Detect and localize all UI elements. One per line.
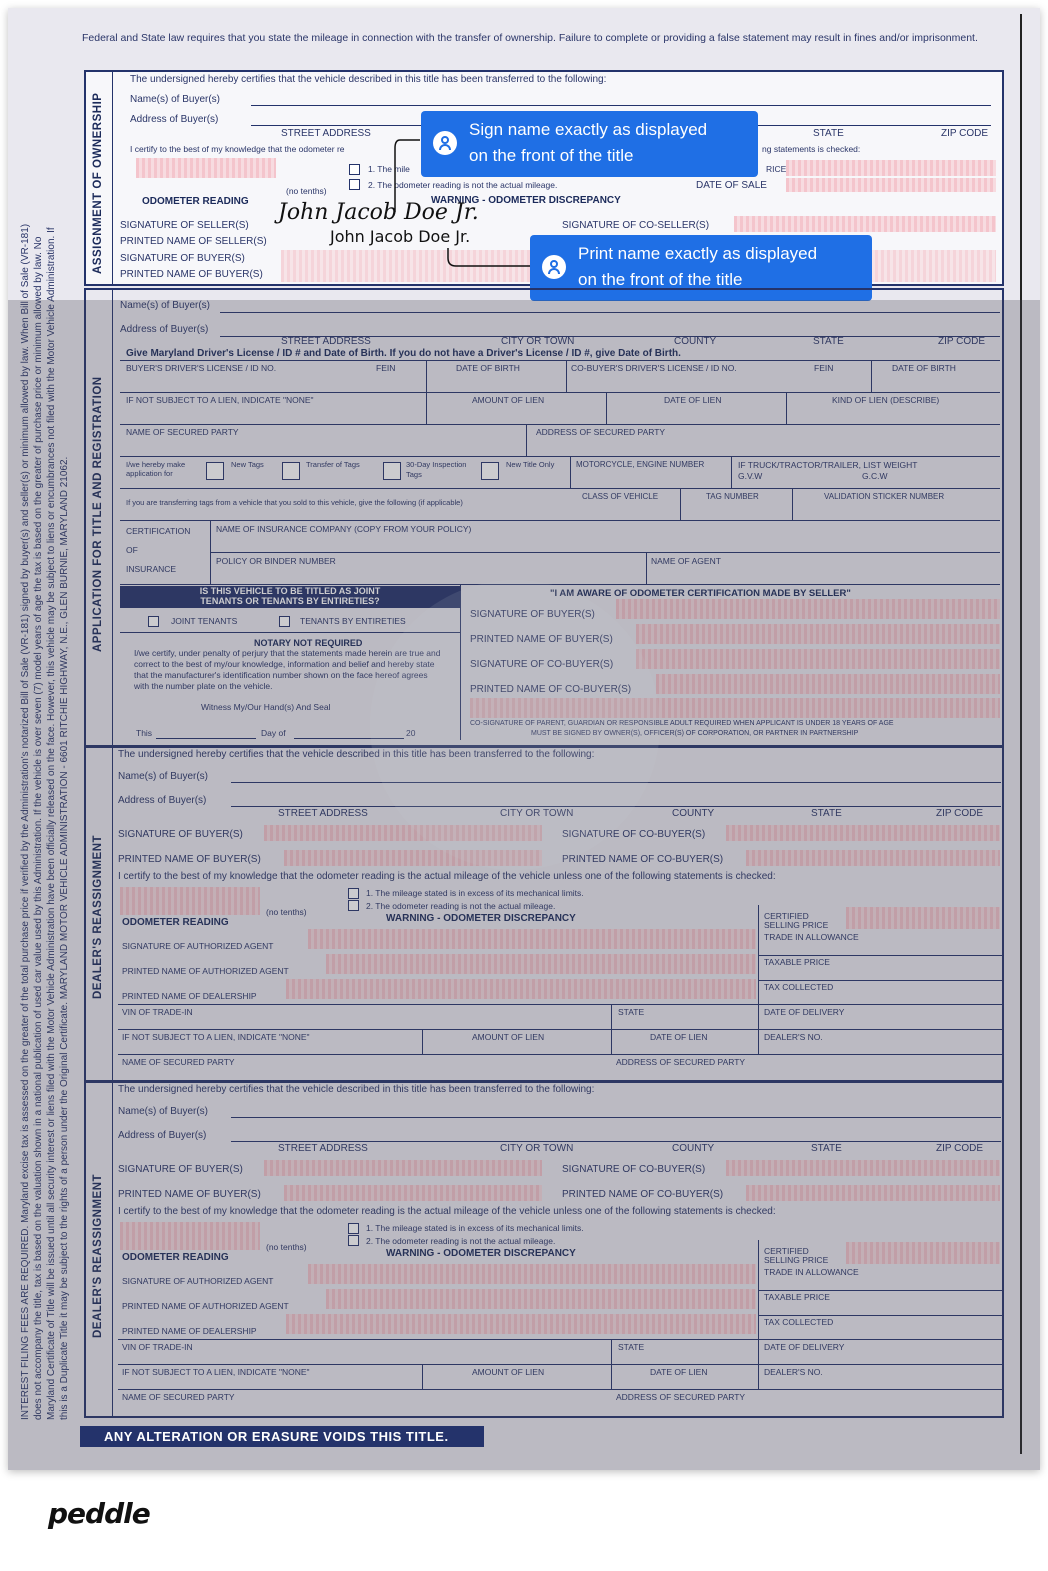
dealer1-state: STATE [811, 808, 842, 819]
side-text-4: this is a Duplicate Title it may be subject to the rights of a person under the Original Certificate. MARYLAND MOTOR VEHICLE ADMINISTRATION - 6601 RITCHIE HIGHWAY, N.E., GLEN BURNIE, MARYLAND 21062. [59, 456, 70, 1420]
cert-label: CERTIFICATION [126, 526, 191, 536]
dealer2-printed-agent: PRINTED NAME OF AUTHORIZED AGENT [122, 1301, 289, 1311]
joint-question: IS THIS VEHICLE TO BE TITLED AS JOINT TENANTS OR TENANTS BY ENTIRETIES? [120, 586, 460, 608]
dealer2-sig-buyer: SIGNATURE OF BUYER(S) [118, 1164, 243, 1175]
cosig1-text: CO-SIGNATURE OF PARENT, GUARDIAN OR RESPONSIBLE ADULT REQUIRED WHEN APPLICANT IS UNDER 18 YEARS OF AGE [470, 720, 894, 727]
transfer-tags-checkbox[interactable] [282, 462, 300, 480]
dealer2-certify: I certify to the best of my knowledge that the odometer reading is the actual mileage of the vehicle unless one of the following statements is checked: [118, 1206, 776, 1217]
dealer1-vin: VIN OF TRADE-IN [122, 1007, 193, 1017]
dealer1-delivery: DATE OF DELIVERY [764, 1007, 845, 1017]
of-label: OF [126, 545, 138, 555]
joint-tenants-label: JOINT TENANTS [171, 616, 238, 626]
dealer1-selling: SELLING PRICE [764, 920, 829, 930]
dealer1-odometer: ODOMETER READING [122, 917, 229, 928]
dealer2-sig-cobuyer: SIGNATURE OF CO-BUYER(S) [562, 1164, 706, 1175]
dealer2-lien-none: IF NOT SUBJECT TO A LIEN, INDICATE "NONE" [122, 1367, 310, 1377]
dealer1-printed-cobuyer: PRINTED NAME OF CO-BUYER(S) [562, 854, 724, 865]
dealer2-tax: TAX COLLECTED [764, 1317, 834, 1327]
app-city: CITY OR TOWN [501, 336, 575, 347]
buyer-signature-label: SIGNATURE OF BUYER(S) [120, 253, 245, 264]
stmt2-text: 2. The odometer reading is not the actual mileage. [368, 180, 558, 190]
dealer2-taxable: TAXABLE PRICE [764, 1292, 830, 1302]
odometer-label: ODOMETER READING [142, 196, 249, 207]
sign-tooltip-line2: on the front of the title [469, 146, 634, 165]
assignment-certifies: The undersigned hereby certifies that the vehicle described in this title has been transferred to the following: [130, 74, 607, 85]
dealer2-delivery: DATE OF DELIVERY [764, 1342, 845, 1352]
user-icon [542, 255, 566, 279]
printed-buyer-label: PRINTED NAME OF BUYER(S) [120, 269, 263, 280]
dealer2-sig-agent: SIGNATURE OF AUTHORIZED AGENT [122, 1276, 274, 1286]
ins-company-label: NAME OF INSURANCE COMPANY (COPY FROM YOUR POLICY) [216, 524, 472, 534]
dealer1-printed-dealership: PRINTED NAME OF DEALERSHIP [122, 991, 257, 1001]
street-label: STREET ADDRESS [281, 128, 371, 139]
dealer1-stmt1: 1. The mileage stated is in excess of its mechanical limits. [366, 888, 584, 898]
dealer2-county: COUNTY [672, 1143, 715, 1154]
assignment-label: ASSIGNMENT OF OWNERSHIP [92, 92, 104, 274]
moto-label: MOTORCYCLE, ENGINE NUMBER [576, 460, 705, 469]
app-county: COUNTY [674, 336, 717, 347]
dealer1-amount-lien: AMOUNT OF LIEN [472, 1032, 545, 1042]
new-tags-checkbox[interactable] [206, 462, 224, 480]
this-label: This [136, 728, 153, 738]
day-of-label: Day of [261, 728, 286, 738]
dealer1-address: Address of Buyer(s) [118, 795, 207, 806]
app-street: STREET ADDRESS [281, 336, 371, 347]
dealer2-vin: VIN OF TRADE-IN [122, 1342, 193, 1352]
dealer2-excess-checkbox[interactable] [348, 1223, 359, 1234]
date-lien-label: DATE OF LIEN [664, 395, 722, 405]
transferring-text: If you are transferring tags from a vehicle that you sold to this vehicle, give the following (if applicable) [126, 498, 463, 507]
secured-party-label: NAME OF SECURED PARTY [126, 427, 239, 437]
dob2-label: DATE OF BIRTH [892, 363, 956, 373]
dealer2-address: Address of Buyer(s) [118, 1130, 207, 1141]
dealer-label-1: DEALER'S REASSIGNMENT [92, 834, 104, 999]
dealer1-certifies: The undersigned hereby certifies that the vehicle described in this title has been transferred to the following: [118, 749, 595, 760]
peddle-watermark [370, 580, 660, 870]
insurance-label: INSURANCE [126, 564, 177, 574]
peddle-logo: peddle [48, 1497, 150, 1530]
dealer2-not-actual-checkbox[interactable] [348, 1235, 359, 1246]
year-label: 20 [406, 728, 416, 738]
app-sig-buyer-label: SIGNATURE OF BUYER(S) [470, 609, 595, 620]
dealer2-dealer-no: DEALER'S NO. [764, 1367, 823, 1377]
dealer1-printed-agent: PRINTED NAME OF AUTHORIZED AGENT [122, 966, 289, 976]
dealer1-warning: WARNING - ODOMETER DISCREPANCY [386, 913, 576, 924]
dealer2-trade: TRADE IN ALLOWANCE [764, 1267, 859, 1277]
dealer2-secured-address: ADDRESS OF SECURED PARTY [616, 1392, 746, 1402]
no-tenths: (no tenths) [286, 186, 327, 196]
certify-odometer: I certify to the best of my knowledge that the odometer re [130, 144, 345, 154]
dealer2-printed-dealership: PRINTED NAME OF DEALERSHIP [122, 1326, 257, 1336]
print-tooltip-line2: on the front of the title [578, 270, 743, 289]
date-of-sale-label: DATE OF SALE [696, 180, 767, 191]
dealer2-names: Name(s) of Buyer(s) [118, 1106, 209, 1117]
dealer1-sig-agent: SIGNATURE OF AUTHORIZED AGENT [122, 941, 274, 951]
coseller-signature-label[interactable]: SIGNATURE OF CO-SELLER(S) [562, 220, 710, 231]
dealer-label-2: DEALER'S REASSIGNMENT [92, 1173, 104, 1338]
dealer2-state: STATE [811, 1143, 842, 1154]
secured-address-label: ADDRESS OF SECURED PARTY [536, 427, 666, 437]
hereby-make-label: I/we hereby make application for [126, 460, 186, 478]
dealer1-city: CITY OR TOWN [500, 808, 574, 819]
dealer2-odometer: ODOMETER READING [122, 1252, 229, 1263]
seller-signature-label[interactable]: SIGNATURE OF SELLER(S) [120, 220, 249, 231]
agent-label: NAME OF AGENT [651, 556, 721, 566]
dealer1-trade: TRADE IN ALLOWANCE [764, 932, 859, 942]
notary-text: I/we certify, under penalty of perjury that the statements made herein are true and correct to the best of my/our knowledge, information and belief and hereby state that the manufacturer's identification number shown on the face hereof agrees with the number plate on the vehicle. [134, 648, 441, 691]
cobuyer-dl-label: CO-BUYER'S DRIVER'S LICENSE / ID NO. [571, 363, 737, 373]
app-sig-cobuyer-label: SIGNATURE OF CO-BUYER(S) [470, 659, 614, 670]
dealer2-printed-buyer: PRINTED NAME OF BUYER(S) [118, 1189, 261, 1200]
kind-lien-label: KIND OF LIEN (DESCRIBE) [832, 395, 940, 405]
dealer1-secured-address: ADDRESS OF SECURED PARTY [616, 1057, 746, 1067]
entireties-label: TENANTS BY ENTIRETIES [300, 616, 406, 626]
dealer2-certifies: The undersigned hereby certifies that the vehicle described in this title has been transferred to the following: [118, 1084, 595, 1095]
buyer-names-label: Name(s) of Buyer(s) [130, 94, 221, 105]
printed-seller-label[interactable]: PRINTED NAME OF SELLER(S) [120, 236, 267, 247]
new-title-checkbox[interactable] [481, 462, 499, 480]
dealer1-certified: CERTIFIED [764, 911, 809, 921]
app-names-label: Name(s) of Buyer(s) [120, 300, 211, 311]
new-tags-label: New Tags [231, 460, 264, 469]
side-text-1: INTEREST FILING FEES ARE REQUIRED. Maryland excise tax is assessed on the greater of the total purchase price if verified by the Administration's notarized Bill of Sale (VR-181) signed by buyer(s) and seller(s) or minimum allowed by law. When Bill of Sale (VR-181) [20, 223, 31, 1420]
sign-name-tooltip [421, 111, 758, 177]
print-tooltip-line1: Print name exactly as displayed [578, 244, 818, 263]
dealer1-stmt2: 2. The odometer reading is not the actual mileage. [366, 901, 556, 911]
dealer2-street: STREET ADDRESS [278, 1143, 368, 1154]
dealer2-amount-lien: AMOUNT OF LIEN [472, 1367, 545, 1377]
cosig2-text: MUST BE SIGNED BY OWNER(S), OFFICER(S) OF CORPORATION, OR PARTNER IN PARTNERSHIP [531, 730, 859, 737]
sticker-label: VALIDATION STICKER NUMBER [824, 492, 945, 501]
odometer-warning: WARNING - ODOMETER DISCREPANCY [431, 195, 621, 206]
zip-label: ZIP CODE [941, 128, 989, 139]
dealer1-secured-party: NAME OF SECURED PARTY [122, 1057, 235, 1067]
fein-label: FEIN [376, 363, 396, 373]
price-label: RICE [766, 164, 787, 174]
dealer2-warning: WARNING - ODOMETER DISCREPANCY [386, 1248, 576, 1259]
dealer2-zip: ZIP CODE [936, 1143, 984, 1154]
tag-label: TAG NUMBER [706, 492, 759, 501]
gcw-label: G.C.W [862, 471, 888, 481]
dealer2-printed-cobuyer: PRINTED NAME OF CO-BUYER(S) [562, 1189, 724, 1200]
dealer2-state2: STATE [618, 1342, 645, 1352]
dealer1-sig-cobuyer: SIGNATURE OF CO-BUYER(S) [562, 829, 706, 840]
app-zip: ZIP CODE [938, 336, 986, 347]
buyer-dl-label: BUYER'S DRIVER'S LICENSE / ID NO. [126, 363, 277, 373]
dealer2-secured-party: NAME OF SECURED PARTY [122, 1392, 235, 1402]
dealer2-no-tenths: (no tenths) [266, 1242, 307, 1252]
dealer1-names: Name(s) of Buyer(s) [118, 771, 209, 782]
dealer1-state2: STATE [618, 1007, 645, 1017]
stmt1-text: 1. The mile [368, 164, 410, 174]
truck-label: IF TRUCK/TRACTOR/TRAILER, LIST WEIGHT [738, 460, 918, 470]
state-label: STATE [813, 128, 844, 139]
app-address-label: Address of Buyer(s) [120, 324, 209, 335]
lien-none-label: IF NOT SUBJECT TO A LIEN, INDICATE "NONE" [126, 395, 314, 405]
dealer1-sig-buyer: SIGNATURE OF BUYER(S) [118, 829, 243, 840]
entireties-checkbox[interactable] [279, 616, 290, 627]
dealer2-city: CITY OR TOWN [500, 1143, 574, 1154]
gvw-label: G.V.W [738, 471, 763, 481]
aware-text: "I AM AWARE OF ODOMETER CERTIFICATION MADE BY SELLER" [550, 588, 851, 599]
dealer2-certified: CERTIFIED [764, 1246, 809, 1256]
dealer1-dealer-no: DEALER'S NO. [764, 1032, 823, 1042]
dealer2-date-lien: DATE OF LIEN [650, 1367, 708, 1377]
transfer-tags-label: Transfer of Tags [306, 460, 360, 469]
day30-label: 30-Day Inspection Tags [406, 460, 467, 479]
dealer2-selling: SELLING PRICE [764, 1255, 829, 1265]
dealer1-county: COUNTY [672, 808, 715, 819]
dealer1-zip: ZIP CODE [936, 808, 984, 819]
dealer1-not-actual-checkbox[interactable] [348, 900, 359, 911]
dealer-reassignment-2 [84, 1080, 1004, 1418]
seller-signature[interactable]: John Jacob Doe Jr. [278, 200, 479, 225]
alteration-banner: ANY ALTERATION OR ERASURE VOIDS THIS TITLE. [80, 1426, 484, 1447]
dealer2-stmt2: 2. The odometer reading is not the actual mileage. [366, 1236, 556, 1246]
dealer1-lien-none: IF NOT SUBJECT TO A LIEN, INDICATE "NONE" [122, 1032, 310, 1042]
dealer1-no-tenths: (no tenths) [266, 907, 307, 917]
day30-checkbox[interactable] [383, 462, 401, 480]
witness-text: Witness My/Our Hand(s) And Seal [201, 702, 331, 712]
user-icon [433, 131, 457, 155]
app-state: STATE [813, 336, 844, 347]
amount-lien-label: AMOUNT OF LIEN [472, 395, 545, 405]
seller-printed-name[interactable]: John Jacob Doe Jr. [330, 227, 471, 246]
app-printed-buyer-label: PRINTED NAME OF BUYER(S) [470, 634, 613, 645]
app-printed-cobuyer-label: PRINTED NAME OF CO-BUYER(S) [470, 684, 632, 695]
checked-text: ng statements is checked: [762, 144, 861, 154]
policy-label: POLICY OR BINDER NUMBER [216, 556, 336, 566]
give-md-text: Give Maryland Driver's License / ID # and Date of Birth. If you do not have a Driver's License / ID #, give Date of Birth. [126, 348, 681, 359]
dealer1-taxable: TAXABLE PRICE [764, 957, 830, 967]
dealer1-tax: TAX COLLECTED [764, 982, 834, 992]
sign-tooltip-line1: Sign name exactly as displayed [469, 120, 708, 139]
class-label: CLASS OF VEHICLE [582, 492, 659, 501]
dealer1-certify: I certify to the best of my knowledge that the odometer reading is the actual mileage of the vehicle unless one of the following statements is checked: [118, 871, 776, 882]
dealer1-excess-checkbox[interactable] [348, 888, 359, 899]
buyer-address-label: Address of Buyer(s) [130, 114, 219, 125]
dealer1-street: STREET ADDRESS [278, 808, 368, 819]
side-text-3: Maryland Certificate of Title will be issued until all security interest or liens filed with the Motor Vehicle Administration have been officially released on the face. However, this vehicle may be subject to liens or encumbrances not filed with the Motor Vehicle Administration. If [46, 227, 57, 1420]
joint-tenants-checkbox[interactable] [148, 616, 159, 627]
application-label: APPLICATION FOR TITLE AND REGISTRATION [92, 376, 104, 652]
new-title-label: New Title Only [506, 460, 555, 469]
dob-label: DATE OF BIRTH [456, 363, 520, 373]
dealer2-stmt1: 1. The mileage stated is in excess of its mechanical limits. [366, 1223, 584, 1233]
fein2-label: FEIN [814, 363, 834, 373]
dealer1-printed-buyer: PRINTED NAME OF BUYER(S) [118, 854, 261, 865]
dealer1-date-lien: DATE OF LIEN [650, 1032, 708, 1042]
notary-label: NOTARY NOT REQUIRED [254, 638, 363, 648]
header-warning: Federal and State law requires that you state the mileage in connection with the transfer of ownership. Failure to complete or providing a false statement may result in fines and/or imprisonment. [82, 32, 978, 44]
side-text-2: does not accompany the title, tax is based on the valuation shown in a national publication of used car value used by this Administration. If the vehicle is over seven (7) model years of age the tax is based on the greater of purchase price or minimum allowed by law. No [33, 236, 44, 1420]
